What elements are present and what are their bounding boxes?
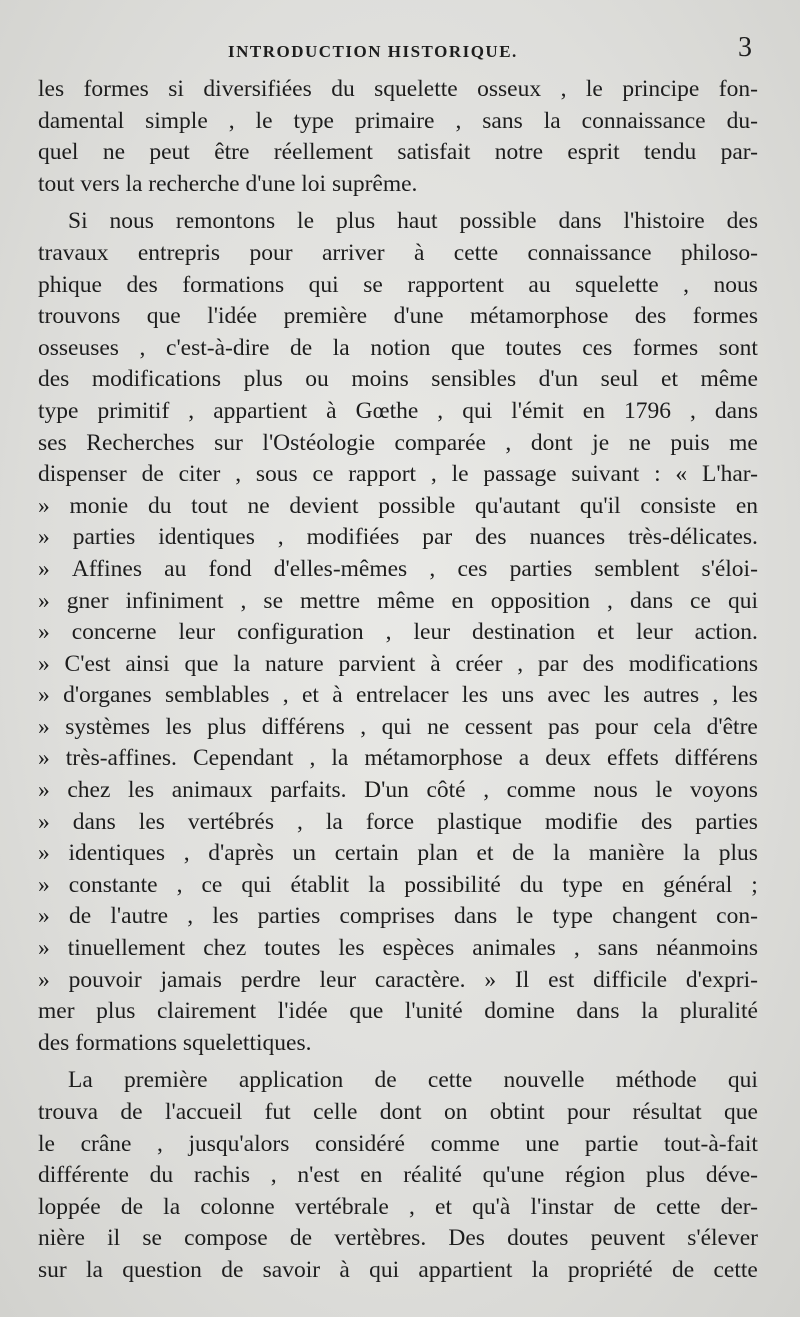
text-line: » C'est ainsi que la nature parvient à créer , par des modifications (38, 650, 758, 677)
body-text (38, 74, 758, 1287)
text-line: phique des formations qui se rapportent au squelette , nous (38, 271, 758, 298)
text-line: » de l'autre , les parties comprises dans le type changent con- (38, 903, 758, 930)
text-line: mer plus clairement l'idée que l'unité domine dans la pluralité (38, 998, 758, 1025)
text-line: » tinuellement chez toutes les espèces animales , sans néanmoins (38, 935, 758, 962)
text-line: » pouvoir jamais perdre leur caractère. » Il est difficile d'expri- (38, 966, 758, 993)
text-line: trouvons que l'idée première d'une métamorphose des formes (38, 303, 758, 330)
page-number: 3 (738, 32, 752, 63)
text-line: sur la question de savoir à qui appartient la propriété de cette (38, 1256, 758, 1283)
text-line: le crâne , jusqu'alors considéré comme une partie tout-à-fait (38, 1130, 758, 1157)
text-line: nière il se compose de vertèbres. Des doutes peuvent s'élever (38, 1225, 758, 1252)
text-line: tout vers la recherche d'une loi suprême. (38, 170, 418, 197)
text-line: des formations squelettiques. (38, 1029, 312, 1056)
text-line: » d'organes semblables , et à entrelacer les uns avec les autres , les (38, 682, 758, 709)
text-line: » gner infiniment , se mettre même en opposition , dans ce qui (38, 587, 758, 614)
text-line: » parties identiques , modifiées par des nuances très-délicates. (38, 524, 758, 551)
text-line: damental simple , le type primaire , sans la connaissance du- (38, 107, 758, 134)
text-line: différente du rachis , n'est en réalité qu'une région plus déve- (38, 1162, 758, 1189)
text-line: » dans les vertébrés , la force plastique modifie des parties (38, 808, 758, 835)
text-line: travaux entrepris pour arriver à cette connaissance philoso- (38, 239, 758, 266)
text-line: ses Recherches sur l'Ostéologie comparée , dont je ne puis me (38, 429, 758, 456)
text-line: » chez les animaux parfaits. D'un côté , comme nous le voyons (38, 777, 758, 804)
text-line: » systèmes les plus différens , qui ne cessent pas pour cela d'être (38, 713, 758, 740)
text-line: osseuses , c'est-à-dire de la notion que toutes ces formes sont (38, 334, 758, 361)
text-line: » Affines au fond d'elles-mêmes , ces parties semblent s'éloi- (38, 555, 758, 582)
text-line: » très-affines. Cependant , la métamorphose a deux effets différens (38, 745, 758, 772)
text-line: » concerne leur configuration , leur destination et leur action. (38, 619, 758, 646)
running-title: INTRODUCTION HISTORIQUE. (228, 42, 518, 61)
text-line: type primitif , appartient à Gœthe , qui l'émit en 1796 , dans (38, 397, 758, 424)
text-line: quel ne peut être réellement satisfait notre esprit tendu par- (38, 139, 758, 166)
text-line: Si nous remontons le plus haut possible dans l'histoire des (68, 208, 758, 235)
text-line: les formes si diversifiées du squelette osseux , le principe fon- (38, 76, 758, 102)
text-line: loppée de la colonne vertébrale , et qu'à l'instar de cette der- (38, 1193, 758, 1220)
text-line: des modifications plus ou moins sensibles d'un seul et même (38, 366, 758, 393)
text-line: » identiques , d'après un certain plan et de la manière la plus (38, 840, 758, 867)
text-line: » monie du tout ne devient possible qu'autant qu'il consiste en (38, 492, 758, 519)
text-line: dispenser de citer , sous ce rapport , le passage suivant : « L'har- (38, 461, 758, 488)
text-line: » constante , ce qui établit la possibilité du type en général ; (38, 871, 758, 898)
page-header (0, 30, 800, 70)
text-line: trouva de l'accueil fut celle dont on obtint pour résultat que (38, 1099, 758, 1125)
text-line: La première application de cette nouvelle méthode qui (68, 1067, 758, 1094)
